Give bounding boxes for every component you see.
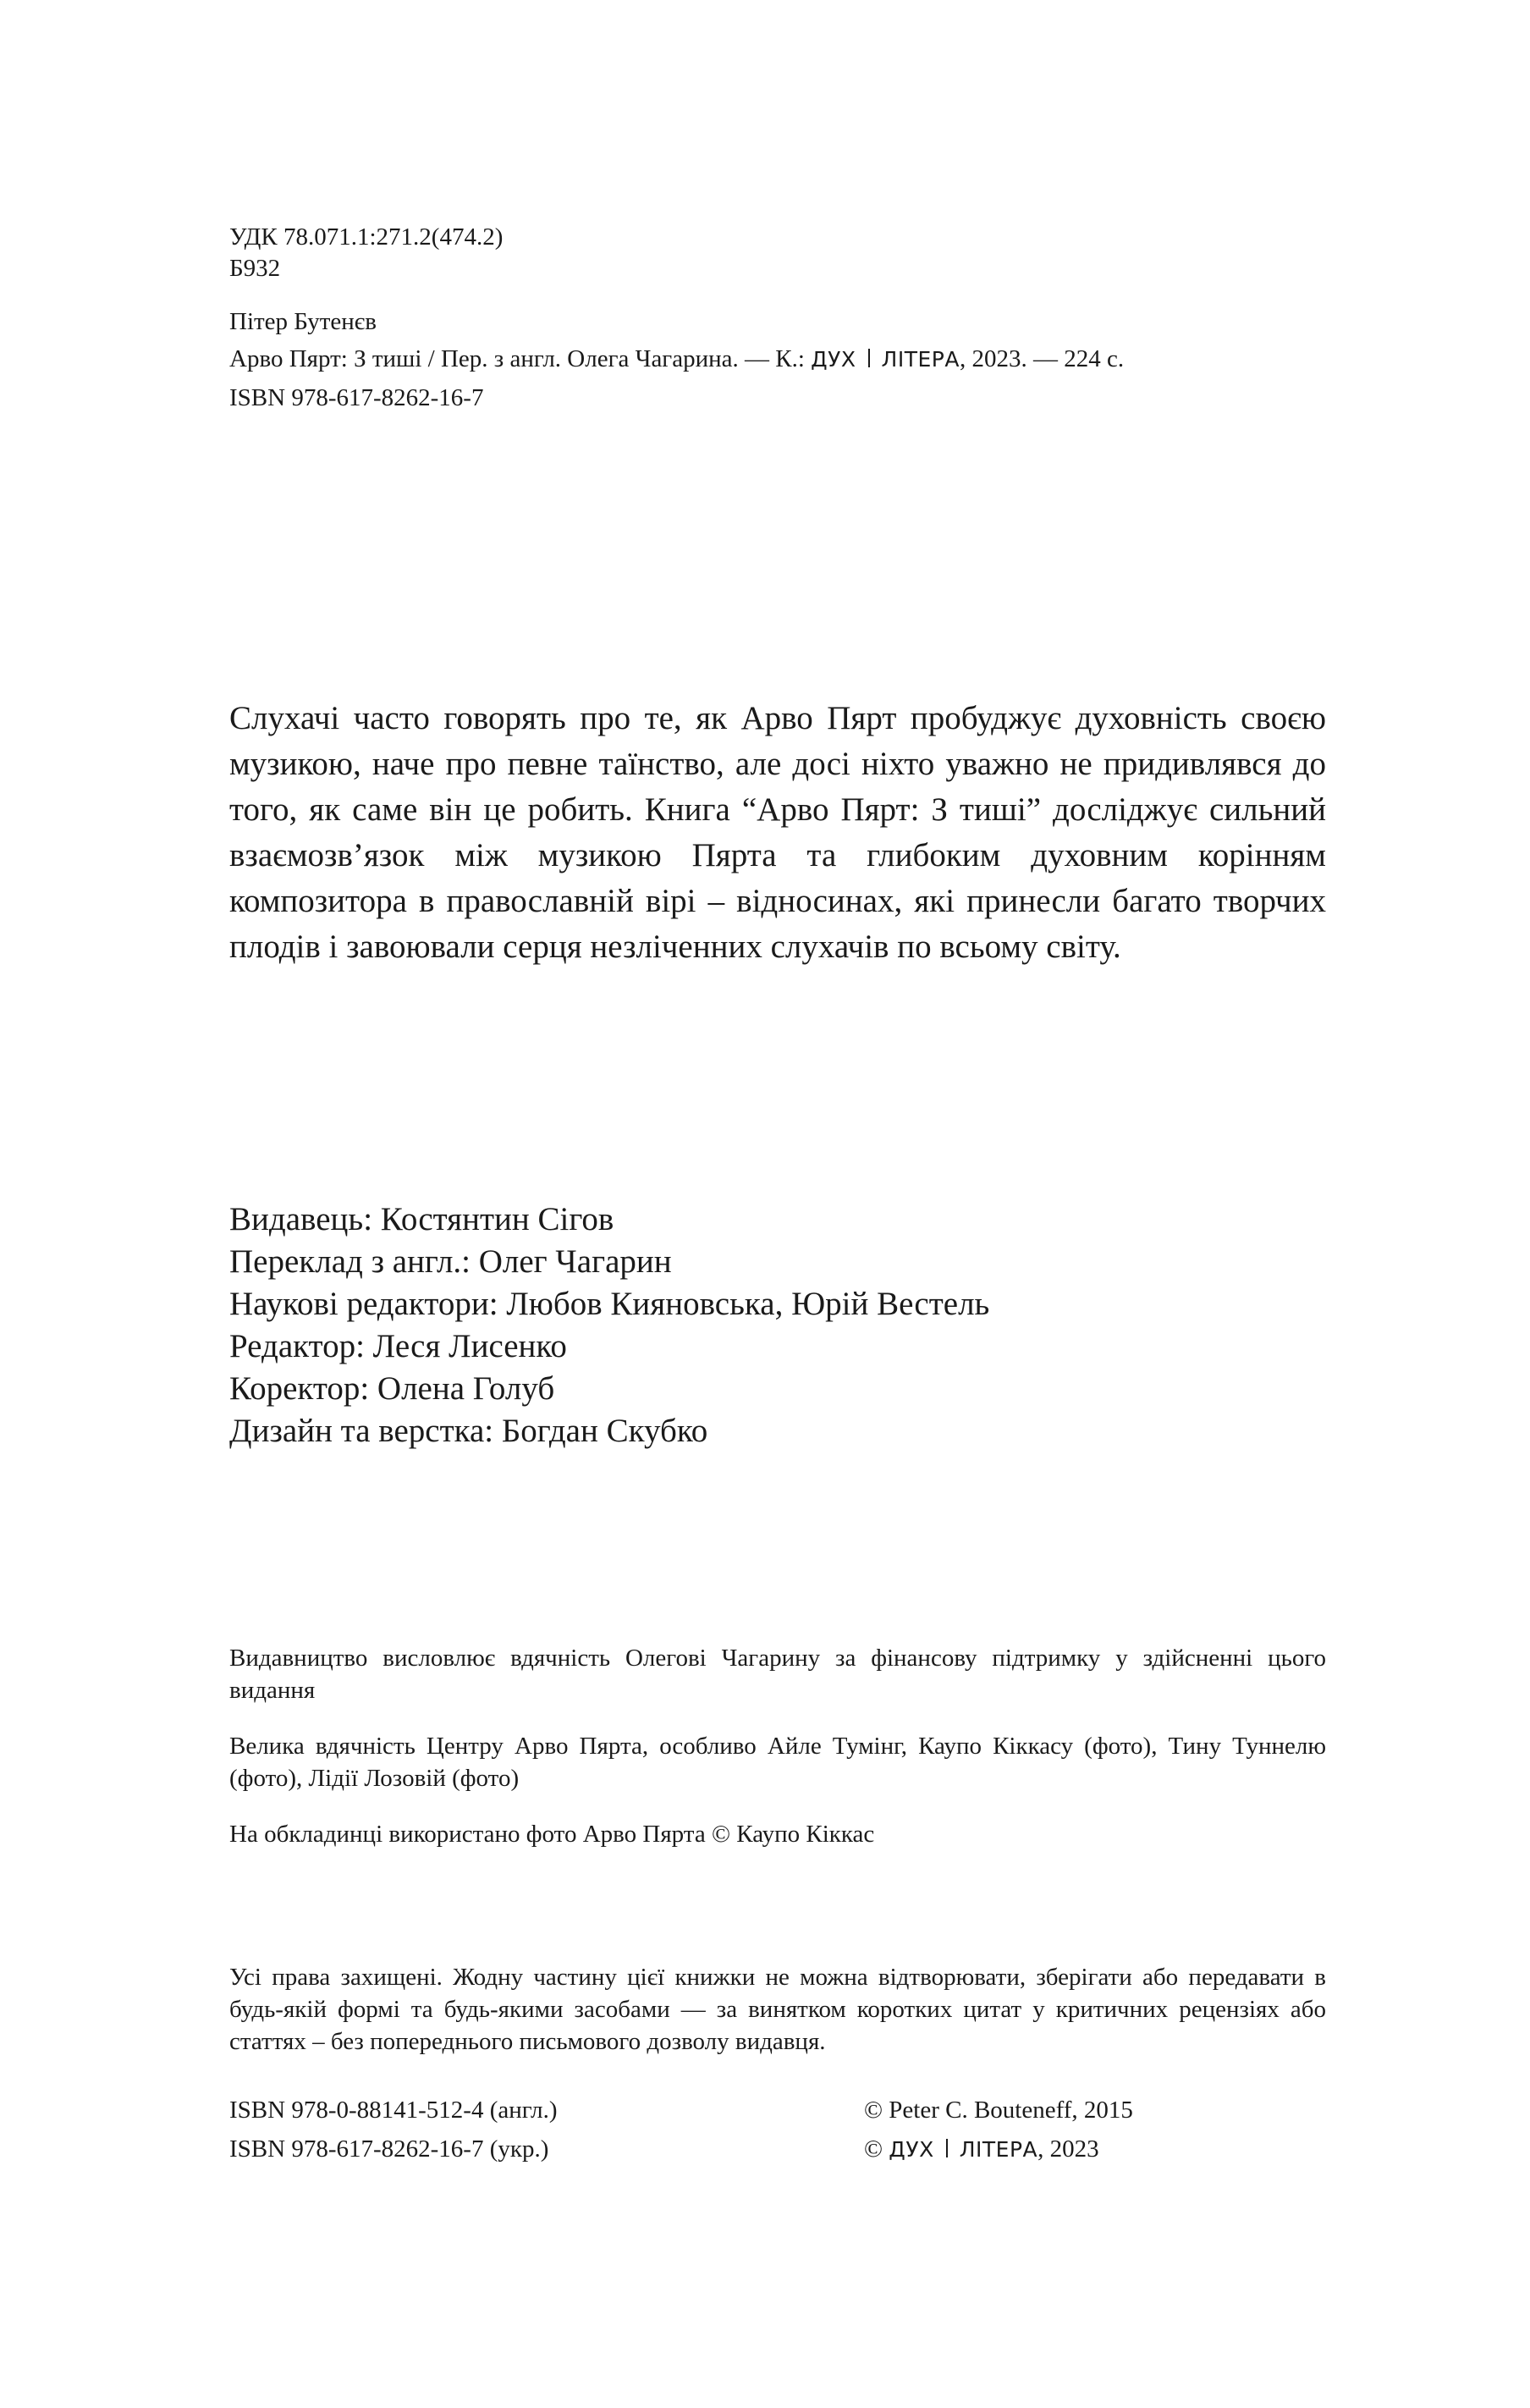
copyright-year: , 2023 — [1037, 2135, 1099, 2163]
book-annotation: Слухачі часто говорять про те, як Арво Пярт пробуджує духовність своєю музикою, наче про певне таїнство, але досі ніхто уважно не придивлявся до того, як саме він це робить. Книга “Арво Пярт: З тиші” досліджує сильний взаємозв’язок між музикою Пярта та глибоким духовним корінням композитора в православній вірі – відносинах, які принесли багато творчих плодів і завоювали серця незліченних слухачів по всьому світу. — [229, 700, 1326, 965]
publisher-logo-right: ЛІТЕРА — [959, 2137, 1038, 2162]
copyright-original: © Peter C. Bouteneff, 2015 — [864, 2097, 1133, 2124]
isbn-top: ISBN 978-617-8262-16-7 — [229, 384, 484, 411]
credit-translator: Переклад з англ.: Олег Чагарин — [229, 1243, 672, 1280]
publisher-logo-left: ДУХ — [889, 2137, 934, 2162]
publisher-separator — [868, 349, 870, 367]
citation-text: Арво Пярт: З тиші / Пер. з англ. Олега Чагарина. — К.: — [229, 345, 812, 372]
credit-publisher: Видавець: Костянтин Сігов — [229, 1201, 614, 1237]
publisher-logo-right: ЛІТЕРА — [881, 347, 960, 372]
thanks-sponsor: Видавництво висловлює вдячність Олегові Чагарину за фінансову підтримку у здійсненні цього видання — [229, 1645, 1326, 1704]
citation-tail: , 2023. — 224 с. — [959, 345, 1125, 372]
copyright-symbol: © — [864, 2135, 889, 2163]
bibliographic-record — [229, 222, 1329, 414]
publisher-logo-left: ДУХ — [811, 347, 856, 372]
author-name: Пітер Бутенєв — [229, 308, 377, 335]
rights-notice: Усі права захищені. Жодну частину цієї книжки не можна відтворювати, зберігати або передавати в будь-якій формі та будь-якими засобами — за винятком коротких цитат у критичних рецензіях або статтях – без попереднього письмового дозволу видавця. — [229, 1964, 1326, 2055]
credit-science-editors: Наукові редактори: Любов Кияновська, Юрій Вестель — [229, 1286, 990, 1322]
isbn-ukrainian: ISBN 978-617-8262-16-7 (укр.) — [229, 2135, 549, 2163]
isbn-english: ISBN 978-0-88141-512-4 (англ.) — [229, 2097, 558, 2124]
udk-code: УДК 78.071.1:271.2(474.2) — [229, 223, 504, 251]
thanks-center: Велика вдячність Центру Арво Пярта, особливо Айле Тумінг, Каупо Кіккасу (фото), Тину Туннелю (фото), Лідії Лозовій (фото) — [229, 1733, 1326, 1792]
publisher-separator — [946, 2139, 948, 2157]
credit-editor: Редактор: Леся Лисенко — [229, 1328, 567, 1364]
citation-line — [229, 344, 1329, 375]
acknowledgements — [229, 1642, 1326, 1874]
isbn-column — [229, 2091, 558, 2168]
credit-design: Дизайн та верстка: Богдан Скубко — [229, 1413, 708, 1449]
copyright-translation — [864, 2130, 1133, 2169]
credit-proofreader: Коректор: Олена Голуб — [229, 1370, 555, 1407]
spacer — [229, 284, 1329, 306]
copyright-column — [864, 2091, 1133, 2169]
author-mark: Б932 — [229, 255, 281, 282]
credits-list — [229, 1198, 1329, 1452]
cover-photo-credit: На обкладинці використано фото Арво Пярта © Каупо Кіккас — [229, 1821, 875, 1848]
